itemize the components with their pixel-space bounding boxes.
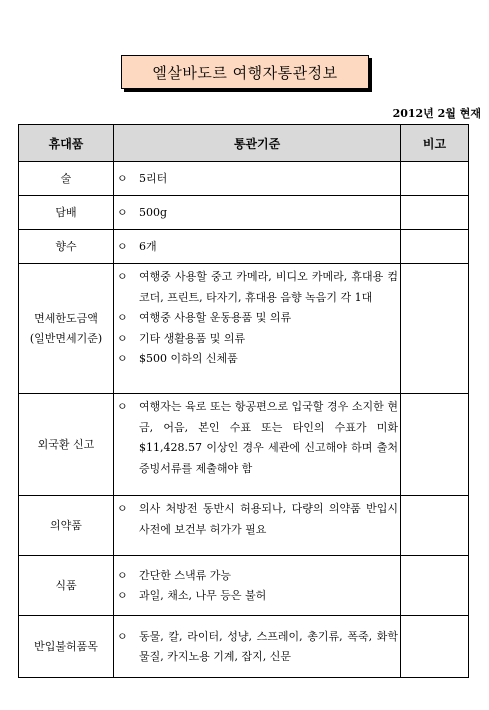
standard-list (117, 499, 398, 540)
row-category (19, 162, 114, 196)
row-category (19, 230, 114, 264)
category-line: 면세한도금액 (34, 311, 98, 325)
list-item-text: 500g (139, 205, 168, 219)
customs-table (18, 124, 469, 678)
row-note (401, 496, 469, 556)
table-header-row (19, 125, 469, 162)
table-body (19, 162, 469, 678)
page-title: 엘살바도르 여행자통관정보 (121, 55, 369, 89)
list-item-text: 6개 (139, 239, 157, 253)
row-note (401, 196, 469, 230)
standard-list (117, 203, 398, 224)
bullet-icon: ㅇ (117, 270, 128, 283)
row-category (19, 196, 114, 230)
row-standard (114, 556, 401, 616)
date-label: 2012년 2월 현재 (392, 107, 481, 120)
row-standard (114, 496, 401, 556)
list-item-text: 5리터 (139, 171, 168, 185)
bullet-icon: ㅇ (117, 502, 128, 515)
bullet-icon: ㅇ (117, 239, 128, 253)
standard-list (117, 267, 398, 370)
row-standard (114, 394, 401, 496)
list-item (117, 237, 398, 258)
row-note (401, 264, 469, 394)
bullet-icon: ㅇ (117, 205, 128, 219)
table-row (19, 264, 469, 394)
table-row (19, 394, 469, 496)
table-row (19, 616, 469, 678)
bullet-icon: ㅇ (117, 400, 128, 413)
category-line: 외국환 신고 (37, 437, 95, 451)
list-item (117, 566, 398, 587)
bullet-icon: ㅇ (117, 568, 128, 582)
list-item-text: 동물, 칼, 라이터, 성냥, 스프레이, 총기류, 폭죽, 화학물질, 카지노용 기계, 잡지, 신문 (139, 629, 398, 663)
list-item (117, 203, 398, 224)
list-item-text: 의사 처방전 동반시 허용되나, 다량의 의약품 반입시 사전에 보건부 허가가 필요 (139, 502, 398, 536)
category-line: 향수 (55, 239, 77, 253)
list-item (117, 169, 398, 190)
list-item (117, 349, 398, 370)
category-line: 담배 (55, 205, 77, 219)
standard-list (117, 397, 398, 479)
category-line: 식품 (55, 578, 77, 592)
table-row (19, 230, 469, 264)
row-note (401, 394, 469, 496)
row-note (401, 230, 469, 264)
list-item-text: 기타 생활용품 및 의류 (139, 331, 246, 345)
table-row (19, 496, 469, 556)
table-row (19, 162, 469, 196)
header-item: 휴대품 (19, 125, 114, 162)
category-line: 의약품 (50, 518, 82, 532)
category-line: (일반면세기준) (29, 331, 103, 345)
list-item (117, 499, 398, 540)
list-item (117, 308, 398, 329)
list-item (117, 267, 398, 308)
row-category (19, 394, 114, 496)
row-note (401, 616, 469, 678)
standard-list (117, 169, 398, 190)
list-item (117, 586, 398, 607)
list-item-text: 과일, 채소, 나무 등은 불허 (139, 589, 267, 602)
row-category (19, 496, 114, 556)
category-line: 반입불허품목 (34, 639, 98, 653)
bullet-icon: ㅇ (117, 331, 128, 345)
list-item-text: 여행자는 육로 또는 항공편으로 입국할 경우 소지한 현금, 어음, 본인 수표 또는 타인의 수표가 미화 $11,428.57 이상인 경우 세관에 신고해야 하며 출처 증빙서류를 제출해야 함 (139, 400, 398, 475)
header-standard: 통관기준 (114, 125, 401, 162)
category-line: 술 (60, 171, 72, 185)
bullet-icon: ㅇ (117, 629, 128, 643)
list-item-text: 여행중 사용할 운동용품 및 의류 (139, 311, 292, 324)
row-standard (114, 230, 401, 264)
bullet-icon: ㅇ (117, 589, 128, 602)
table-row (19, 556, 469, 616)
row-note (401, 162, 469, 196)
row-note (401, 556, 469, 616)
row-category (19, 264, 114, 394)
standard-list (117, 566, 398, 607)
row-standard (114, 616, 401, 678)
row-standard (114, 162, 401, 196)
header-note: 비고 (401, 125, 469, 162)
list-item (117, 627, 398, 668)
list-item-text: 여행중 사용할 중고 카메라, 비디오 카메라, 휴대용 컴코더, 프린트, 타자기, 휴대용 음향 녹음기 각 1대 (139, 270, 398, 304)
list-item-text: 간단한 스낵류 가능 (139, 568, 232, 582)
list-item-text: $500 이하의 신체품 (139, 352, 238, 365)
table-row (19, 196, 469, 230)
bullet-icon: ㅇ (117, 311, 128, 324)
row-standard (114, 196, 401, 230)
standard-list (117, 237, 398, 258)
standard-list (117, 627, 398, 668)
bullet-icon: ㅇ (117, 171, 128, 185)
row-category (19, 616, 114, 678)
row-category (19, 556, 114, 616)
bullet-icon: ㅇ (117, 352, 128, 365)
list-item (117, 329, 398, 350)
row-standard (114, 264, 401, 394)
list-item (117, 397, 398, 479)
